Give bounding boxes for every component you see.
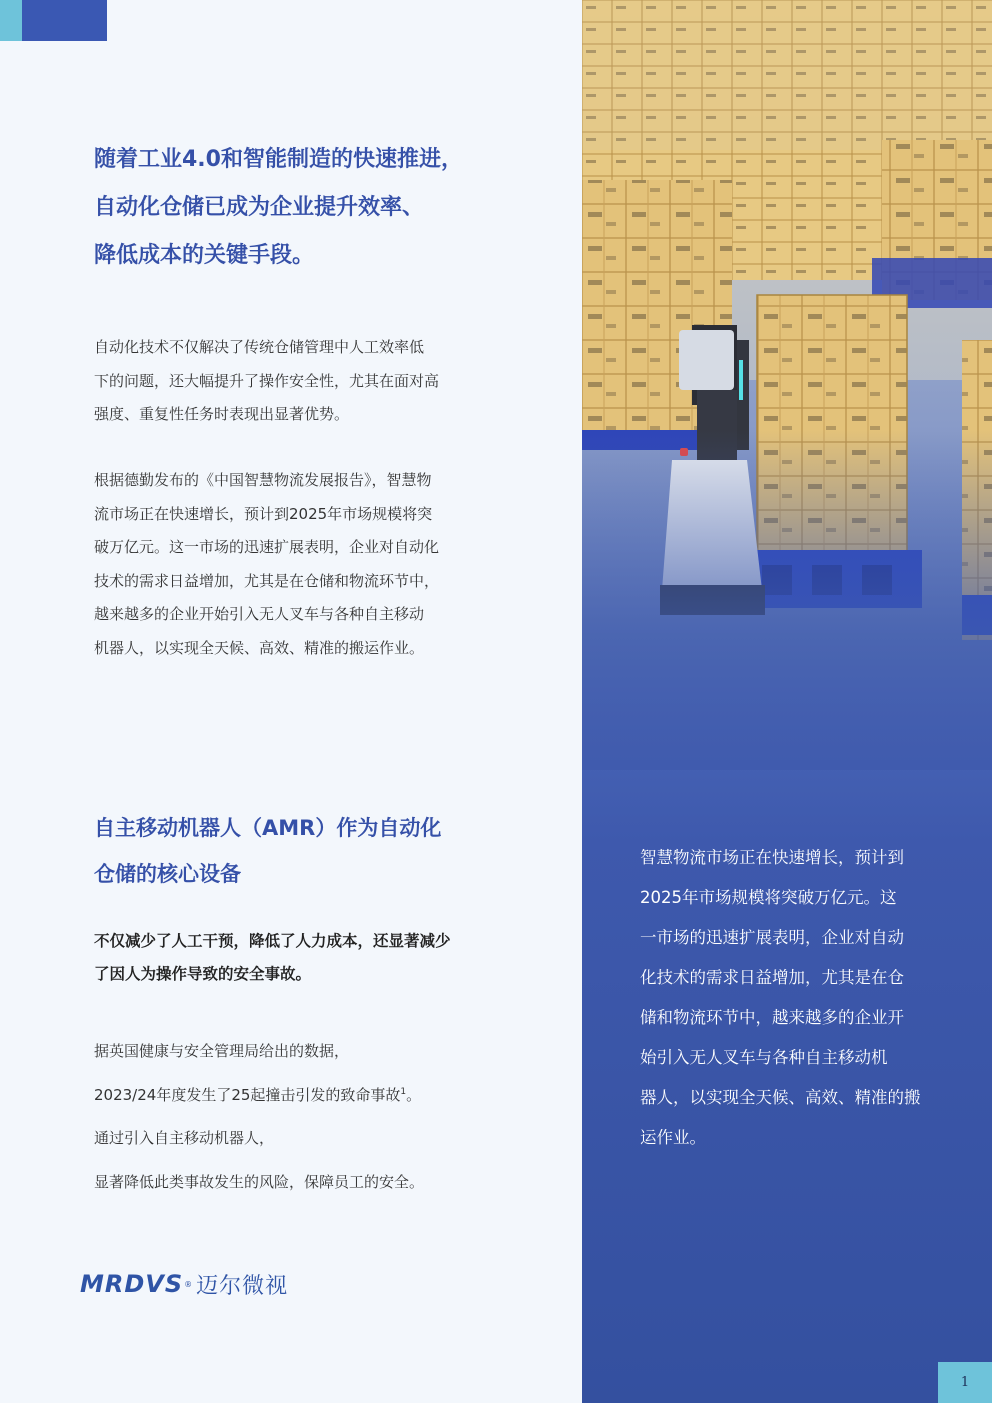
statistics-line: 据英国健康与安全管理局给出的数据， [94, 1042, 350, 1060]
quote-line: 一市场的迅速扩展表明，企业对自动 [640, 928, 904, 947]
paragraph-line: 流市场正在快速增长，预计到2025年市场规模将突 [94, 504, 433, 523]
paragraph-line: 下的问题，还大幅提升了操作安全性，尤其在面对高 [94, 371, 440, 390]
statistics-text-end: 。 [406, 1085, 422, 1104]
quote-line: 2025年市场规模将突破万亿元。这 [640, 888, 897, 907]
intro-paragraph [94, 331, 479, 432]
quote-line: 化技术的需求日益增加，尤其是在仓 [640, 968, 904, 987]
quote-line: 储和物流环节中，越来越多的企业开 [640, 1008, 904, 1027]
statistics-line: 通过引入自主移动机器人， [94, 1129, 275, 1147]
quote-line: 运作业。 [640, 1128, 706, 1147]
section-title-line: 自主移动机器人（AMR）作为自动化 [94, 816, 442, 840]
headline [94, 136, 514, 280]
pull-quote [640, 838, 940, 1158]
headline-line: 自动化仓储已成为企业提升效率、 [94, 195, 425, 220]
page-number-text: 1 [960, 1375, 970, 1390]
quote-line: 器人，以实现全天候、高效、精准的搬 [640, 1088, 921, 1107]
statistics-text: 2023/24年度发生了25起撞击引发的致命事故 [94, 1085, 401, 1104]
paragraph-line: 破万亿元。这一市场的迅速扩展表明，企业对自动化 [94, 538, 440, 556]
registered-mark: ® [184, 1279, 193, 1289]
emphasis-paragraph [94, 925, 494, 991]
logo-wordmark: MRDVS [80, 1270, 184, 1298]
emphasis-line: 不仅减少了人工干预，降低了人力成本，还显著减少 [94, 932, 451, 950]
market-paragraph [94, 464, 479, 665]
photo-gradient-overlay [582, 430, 992, 770]
logo-chinese-name: 迈尔微视 [196, 1273, 289, 1299]
headline-line: 随着工业4.0和智能制造的快速推进， [94, 147, 463, 172]
statistics-paragraph [94, 1030, 514, 1204]
brand-logo [80, 1266, 288, 1302]
footnote-marker: 1 [400, 1086, 407, 1097]
section-title [94, 805, 514, 897]
quote-line: 始引入无人叉车与各种自主移动机 [640, 1048, 888, 1067]
paragraph-line: 强度、重复性任务时表现出显著优势。 [94, 405, 350, 423]
page-number [938, 1362, 992, 1403]
paragraph-line: 技术的需求日益增加，尤其是在仓储和物流环节中， [94, 571, 440, 590]
statistics-line: 显著降低此类事故发生的风险，保障员工的安全。 [94, 1172, 425, 1191]
statistics-line [94, 1074, 514, 1118]
paragraph-line: 自动化技术不仅解决了传统仓储管理中人工效率低 [94, 338, 425, 356]
paragraph-line: 根据德勤发布的《中国智慧物流发展报告》，智慧物 [94, 471, 432, 489]
emphasis-line: 了因人为操作导致的安全事故。 [94, 965, 312, 983]
section-title-line: 仓储的核心设备 [94, 862, 241, 886]
paragraph-line: 越来越多的企业开始引入无人叉车与各种自主移动 [94, 605, 425, 623]
headline-line: 降低成本的关键手段。 [94, 243, 315, 268]
right-panel [582, 0, 992, 1403]
quote-line: 智慧物流市场正在快速增长，预计到 [640, 848, 904, 867]
paragraph-line: 机器人，以实现全天候、高效、精准的搬运作业。 [94, 638, 425, 657]
